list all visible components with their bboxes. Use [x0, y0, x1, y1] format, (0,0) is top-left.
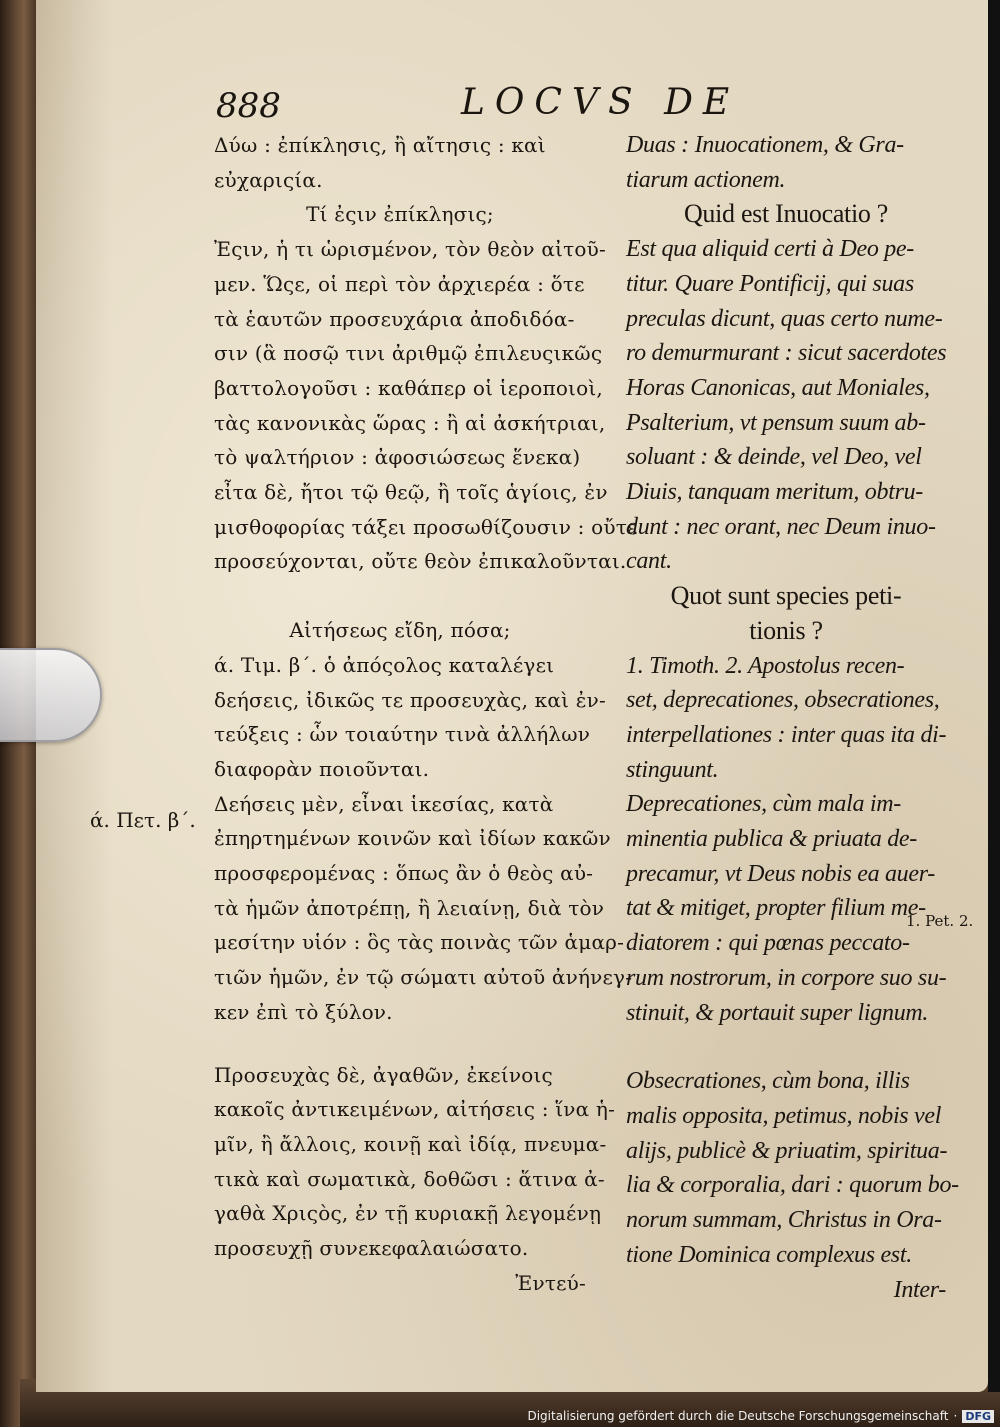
latin-line: Deprecationes, cùm mala im- [626, 791, 901, 818]
latin-question-heading: Quot sunt species peti- [670, 581, 902, 611]
greek-line: εὐχαριςία. [214, 167, 323, 192]
greek-gap [214, 579, 586, 613]
greek-line: εἶτα δὲ, ἤτοι τῷ θεῷ, ἢ τοῖς ἁγίοις, ἐν [214, 480, 608, 505]
greek-line: κακοῖς ἀντικειμένων, αἰτήσεις : ἵνα ἡ- [214, 1097, 616, 1122]
greek-line: τὰ ἡμῶν ἀποτρέπῃ, ἢ λειαίνῃ, διὰ τὸν [214, 895, 605, 920]
greek-line: ἐπηρτημένων κοινῶν καὶ ἰδίων κακῶν [214, 826, 611, 851]
greek-line: διαφορὰν ποιοῦνται. [214, 756, 430, 781]
greek-line: προσεύχονται, οὔτε θεὸν ἐπικαλοῦνται. [214, 549, 627, 574]
bookmark-strip [0, 648, 102, 742]
greek-line: προσευχῇ συνεκεφαλαιώσατο. [214, 1236, 529, 1261]
greek-line: τὸ ψαλτήριον : ἀφοσιώσεως ἕνεκα) [214, 445, 581, 470]
book-page [36, 0, 988, 1392]
latin-line: stinguunt. [626, 756, 719, 783]
latin-line: tat & mitiget, propter filium me- [626, 895, 926, 922]
latin-line: norum summam, Christus in Ora- [626, 1207, 942, 1234]
latin-line: Psalterium, vt pensum suum ab- [626, 409, 926, 436]
greek-gap [214, 1030, 586, 1058]
greek-line: Ἐςιν, ἡ τι ὡρισμένον, τὸν θεὸν αἰτοῦ- [214, 237, 606, 262]
latin-gap [626, 1030, 946, 1064]
latin-question-heading: Quid est Inuocatio ? [683, 199, 889, 229]
dfg-logo: DFG [962, 1410, 994, 1423]
greek-column [214, 128, 638, 1301]
greek-catchword: Ἐντεύ- [515, 1270, 586, 1295]
greek-line: γαθὰ Χριςὸς, ἐν τῇ κυριακῇ λεγομένῃ [214, 1201, 602, 1226]
latin-line: Duas : Inuocationem, & Gra- [626, 132, 904, 158]
latin-line: ro demurmurant : sicut sacerdotes [626, 340, 947, 367]
latin-line: alijs, publicè & priuatim, spiritua- [626, 1137, 948, 1164]
latin-line: Horas Canonicas, aut Moniales, [626, 374, 930, 401]
greek-line: μεν. Ὥςε, οἱ περὶ τὸν ἀρχιερέα : ὅτε [214, 271, 585, 296]
greek-line: μεσίτην υἱόν : ὃς τὰς ποινὰς τῶν ἁμαρ- [214, 930, 625, 955]
greek-line: σιν (ἃ ποσῷ τινι ἀριθμῷ ἐπιλευςικῶς [214, 341, 603, 366]
greek-line: Δύω : ἐπίκλησις, ἢ αἴτησις : καὶ [214, 133, 546, 157]
greek-line: τὰς κανονικὰς ὥρας : ἢ αἱ ἀσκήτριαι, [214, 410, 606, 435]
right-dark-strip [988, 0, 1000, 1392]
latin-line: rum nostrorum, in corpore suo su- [626, 964, 947, 991]
latin-line: tiarum actionem. [626, 166, 786, 193]
running-title: LOCVS DE [461, 82, 740, 123]
margin-note-left: ά. Πετ. β΄. [90, 808, 196, 832]
greek-line: τεύξεις : ὧν τοιαύτην τινὰ ἀλλήλων [214, 722, 591, 747]
footer-credit: Digitalisierung gefördert durch die Deutsche Forschungsgemeinschaft [527, 1409, 949, 1423]
greek-line: βαττολογοῦσι : καθάπερ οἱ ἱεροποιοὶ, [214, 375, 603, 400]
latin-line: diatorem : qui pœnas peccato- [626, 930, 910, 957]
greek-line: ά. Τιμ. β΄. ὁ ἀπόςολος καταλέγει [214, 652, 555, 677]
latin-line: tione Dominica complexus est. [626, 1241, 912, 1268]
latin-line: malis opposita, petimus, nobis vel [626, 1102, 942, 1129]
greek-line: μισθοφορίας τάξει προσωθίζουσιν : οὔτε [214, 514, 638, 539]
greek-line: κεν ἐπὶ τὸ ξύλον. [214, 999, 393, 1024]
latin-line: preculas dicunt, quas certo nume- [626, 305, 943, 332]
greek-line: τὰ ἑαυτῶν προσευχάρια ἀποδιδόα- [214, 306, 575, 331]
greek-line: μῖν, ἢ ἄλλοις, κοινῇ καὶ ἰδίᾳ, πνευμα- [214, 1131, 607, 1156]
latin-question-heading: tionis ? [749, 615, 823, 645]
latin-line: Obsecrationes, cùm bona, illis [626, 1068, 910, 1095]
latin-line: dunt : nec orant, nec Deum inuo- [626, 513, 936, 540]
latin-line: lia & corporalia, dari : quorum bo- [626, 1172, 959, 1199]
greek-line: τικὰ καὶ σωματικὰ, δοθῶσι : ἅτινα ἀ- [214, 1166, 605, 1191]
page-number: 888 [216, 86, 281, 126]
latin-line: titur. Quare Pontificij, qui suas [626, 270, 914, 297]
latin-line: Diuis, tanquam meritum, obtru- [626, 479, 924, 506]
latin-line: interpellationes : inter quas ita di- [626, 721, 947, 748]
latin-catchword: Inter- [893, 1276, 946, 1303]
digitization-footer: Digitalisierung gefördert durch die Deutsche Forschungsgemeinschaft · DFG [527, 1409, 994, 1423]
latin-column [626, 128, 959, 1307]
greek-question-heading: Τί ἐςιν ἐπίκλησις; [306, 202, 494, 227]
greek-line: δεήσεις, ἰδικῶς τε προσευχὰς, καὶ ἐν- [214, 687, 606, 712]
greek-line: προσφερομένας : ὅπως ἂν ὁ θεὸς αὐ- [214, 861, 594, 886]
greek-line: Δεήσεις μὲν, εἶναι ἱκεσίας, κατὰ [214, 791, 554, 816]
latin-line: precamur, vt Deus nobis ea auer- [626, 860, 935, 887]
latin-line: stinuit, & portauit super lignum. [626, 999, 929, 1026]
greek-question-heading: Αἰτήσεως εἴδη, πόσα; [289, 618, 511, 643]
greek-line: τιῶν ἡμῶν, ἐν τῷ σώματι αὐτοῦ ἀνήνεγ- [214, 965, 633, 990]
latin-line: set, deprecationes, obsecrationes, [626, 687, 940, 714]
latin-line: Est qua aliquid certi à Deo pe- [626, 236, 914, 263]
latin-line: cant. [626, 548, 672, 575]
greek-line: Προσευχὰς δὲ, ἀγαθῶν, ἐκείνοις [214, 1062, 553, 1087]
latin-line: 1. Timoth. 2. Apostolus recen- [626, 652, 905, 679]
latin-line: soluant : & deinde, vel Deo, vel [626, 444, 922, 471]
latin-line: minentia publica & priuata de- [626, 826, 917, 853]
margin-note-right: 1. Pet. 2. [906, 912, 974, 930]
